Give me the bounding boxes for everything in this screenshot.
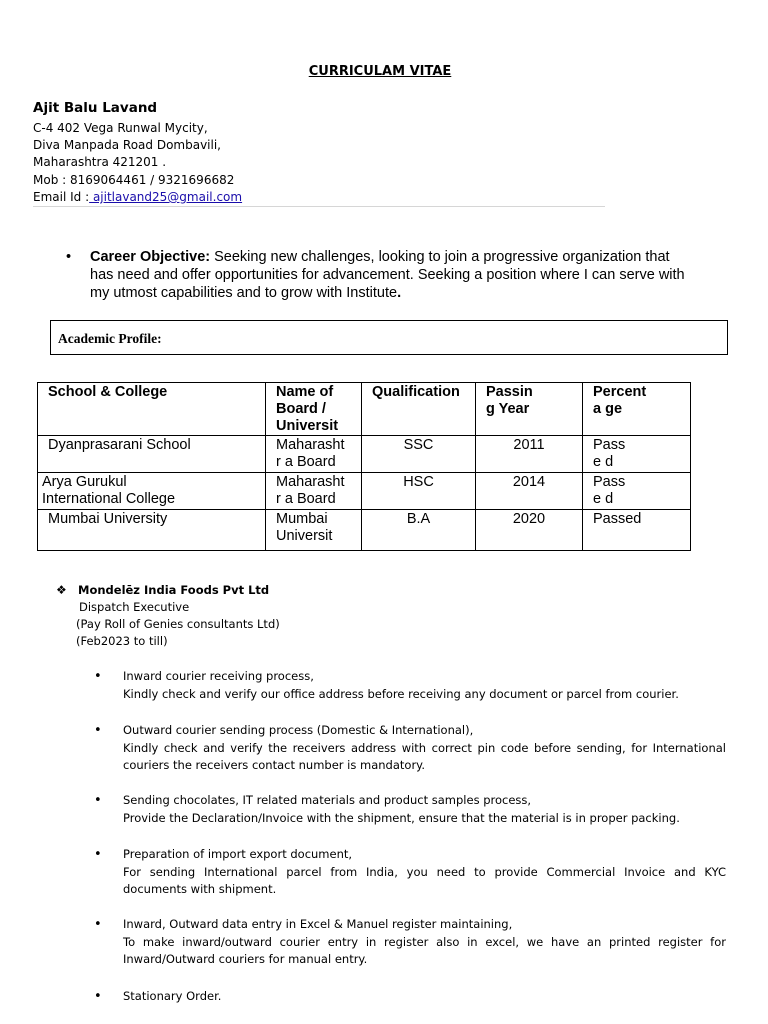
- document-title: CURRICULAM VITAE: [308, 64, 452, 79]
- objective-label: Career Objective:: [90, 249, 211, 265]
- employment-period: (Feb2023 to till): [76, 634, 168, 648]
- bullet-icon: •: [94, 917, 102, 932]
- duty-detail: Kindly check and verify the receivers address with correct pin code before sending, for International couriers the receivers contact number is mandatory.: [123, 740, 726, 772]
- table-cell: Passed: [583, 510, 691, 551]
- duty-title: Outward courier sending process (Domestic & International),: [123, 723, 474, 737]
- duty-title: Stationary Order.: [123, 989, 222, 1003]
- header-divider: [33, 206, 605, 207]
- email-link[interactable]: ajitlavand25@gmail.com: [89, 190, 243, 204]
- objective-text: Seeking new challenges, looking to join a progressive organization that has need and offer opportunities for advancement. Seeking a position where I can serve with my utmost capabilities and to grow with Institute: [90, 249, 685, 301]
- bullet-icon: •: [66, 249, 72, 265]
- academic-profile-heading-box: [50, 320, 728, 355]
- table-row: [38, 436, 691, 473]
- table-cell: Mumbai University: [38, 510, 266, 551]
- job-role: Dispatch Executive: [79, 600, 190, 614]
- candidate-name: Ajit Balu Lavand: [33, 100, 158, 116]
- objective-end: .: [397, 285, 402, 301]
- bullet-icon: •: [94, 793, 102, 808]
- table-header-row: [38, 383, 691, 436]
- experience-header: [56, 582, 280, 650]
- table-header-cell: Qualification: [362, 383, 476, 436]
- duty-item: [94, 722, 726, 775]
- table-cell: 2014: [476, 473, 583, 510]
- table-cell: Pass e d: [583, 436, 691, 473]
- table-cell: Maharasht r a Board: [266, 473, 362, 510]
- table-row: [38, 510, 691, 551]
- bullet-icon: •: [94, 847, 102, 862]
- email-label: Email Id :: [33, 190, 90, 204]
- payroll-info: (Pay Roll of Genies consultants Ltd): [76, 617, 280, 631]
- address-line-3: Maharashtra 421201 .: [33, 155, 167, 169]
- duty-detail: Provide the Declaration/Invoice with the shipment, ensure that the material is in proper packing.: [123, 810, 680, 825]
- company-name: Mondelēz India Foods Pvt Ltd: [78, 583, 270, 597]
- table-cell: B.A: [362, 510, 476, 551]
- duty-title: Sending chocolates, IT related materials and product samples process,: [123, 793, 532, 807]
- table-cell: Mumbai Universit: [266, 510, 362, 551]
- duty-title: Inward, Outward data entry in Excel & Manuel register maintaining,: [123, 917, 513, 931]
- duty-detail: For sending International parcel from India, you need to provide Commercial Invoice and KYC documents with shipment.: [123, 864, 726, 896]
- mobile-number: Mob : 8169064461 / 9321696682: [33, 173, 235, 187]
- duty-title: Preparation of import export document,: [123, 847, 353, 861]
- address-line-2: Diva Manpada Road Dombavili,: [33, 138, 221, 152]
- table-header-cell: School & College: [38, 383, 266, 436]
- table-cell: 2020: [476, 510, 583, 551]
- table-cell: 2011: [476, 436, 583, 473]
- duty-item: [94, 988, 726, 1006]
- email-line: [33, 189, 242, 206]
- duty-item: [94, 668, 726, 703]
- duty-item: [94, 792, 726, 827]
- bullet-icon: •: [94, 989, 102, 1004]
- bullet-icon: •: [94, 723, 102, 738]
- duty-item: [94, 916, 726, 969]
- duty-item: [94, 846, 726, 899]
- academic-profile-heading: Academic Profile:: [58, 331, 162, 346]
- table-cell: Arya Gurukul International College: [38, 473, 266, 510]
- table-header-cell: Percent a ge: [583, 383, 691, 436]
- table-cell: Dyanprasarani School: [38, 436, 266, 473]
- table-cell: HSC: [362, 473, 476, 510]
- duty-title: Inward courier receiving process,: [123, 669, 314, 683]
- table-cell: Pass e d: [583, 473, 691, 510]
- table-cell: Maharasht r a Board: [266, 436, 362, 473]
- academic-table: [37, 382, 691, 551]
- duty-detail: Kindly check and verify our office address before receiving any document or parcel from courier.: [123, 686, 679, 701]
- table-header-cell: Passin g Year: [476, 383, 583, 436]
- table-header-cell: Name of Board / Universit: [266, 383, 362, 436]
- diamond-bullet-icon: ❖: [56, 583, 67, 597]
- table-cell: SSC: [362, 436, 476, 473]
- table-row: [38, 473, 691, 510]
- address-line-1: C-4 402 Vega Runwal Mycity,: [33, 121, 208, 135]
- duty-detail: To make inward/outward courier entry in register also in excel, we have an printed register for Inward/Outward couriers for manual entry.: [123, 934, 726, 966]
- bullet-icon: •: [94, 669, 102, 684]
